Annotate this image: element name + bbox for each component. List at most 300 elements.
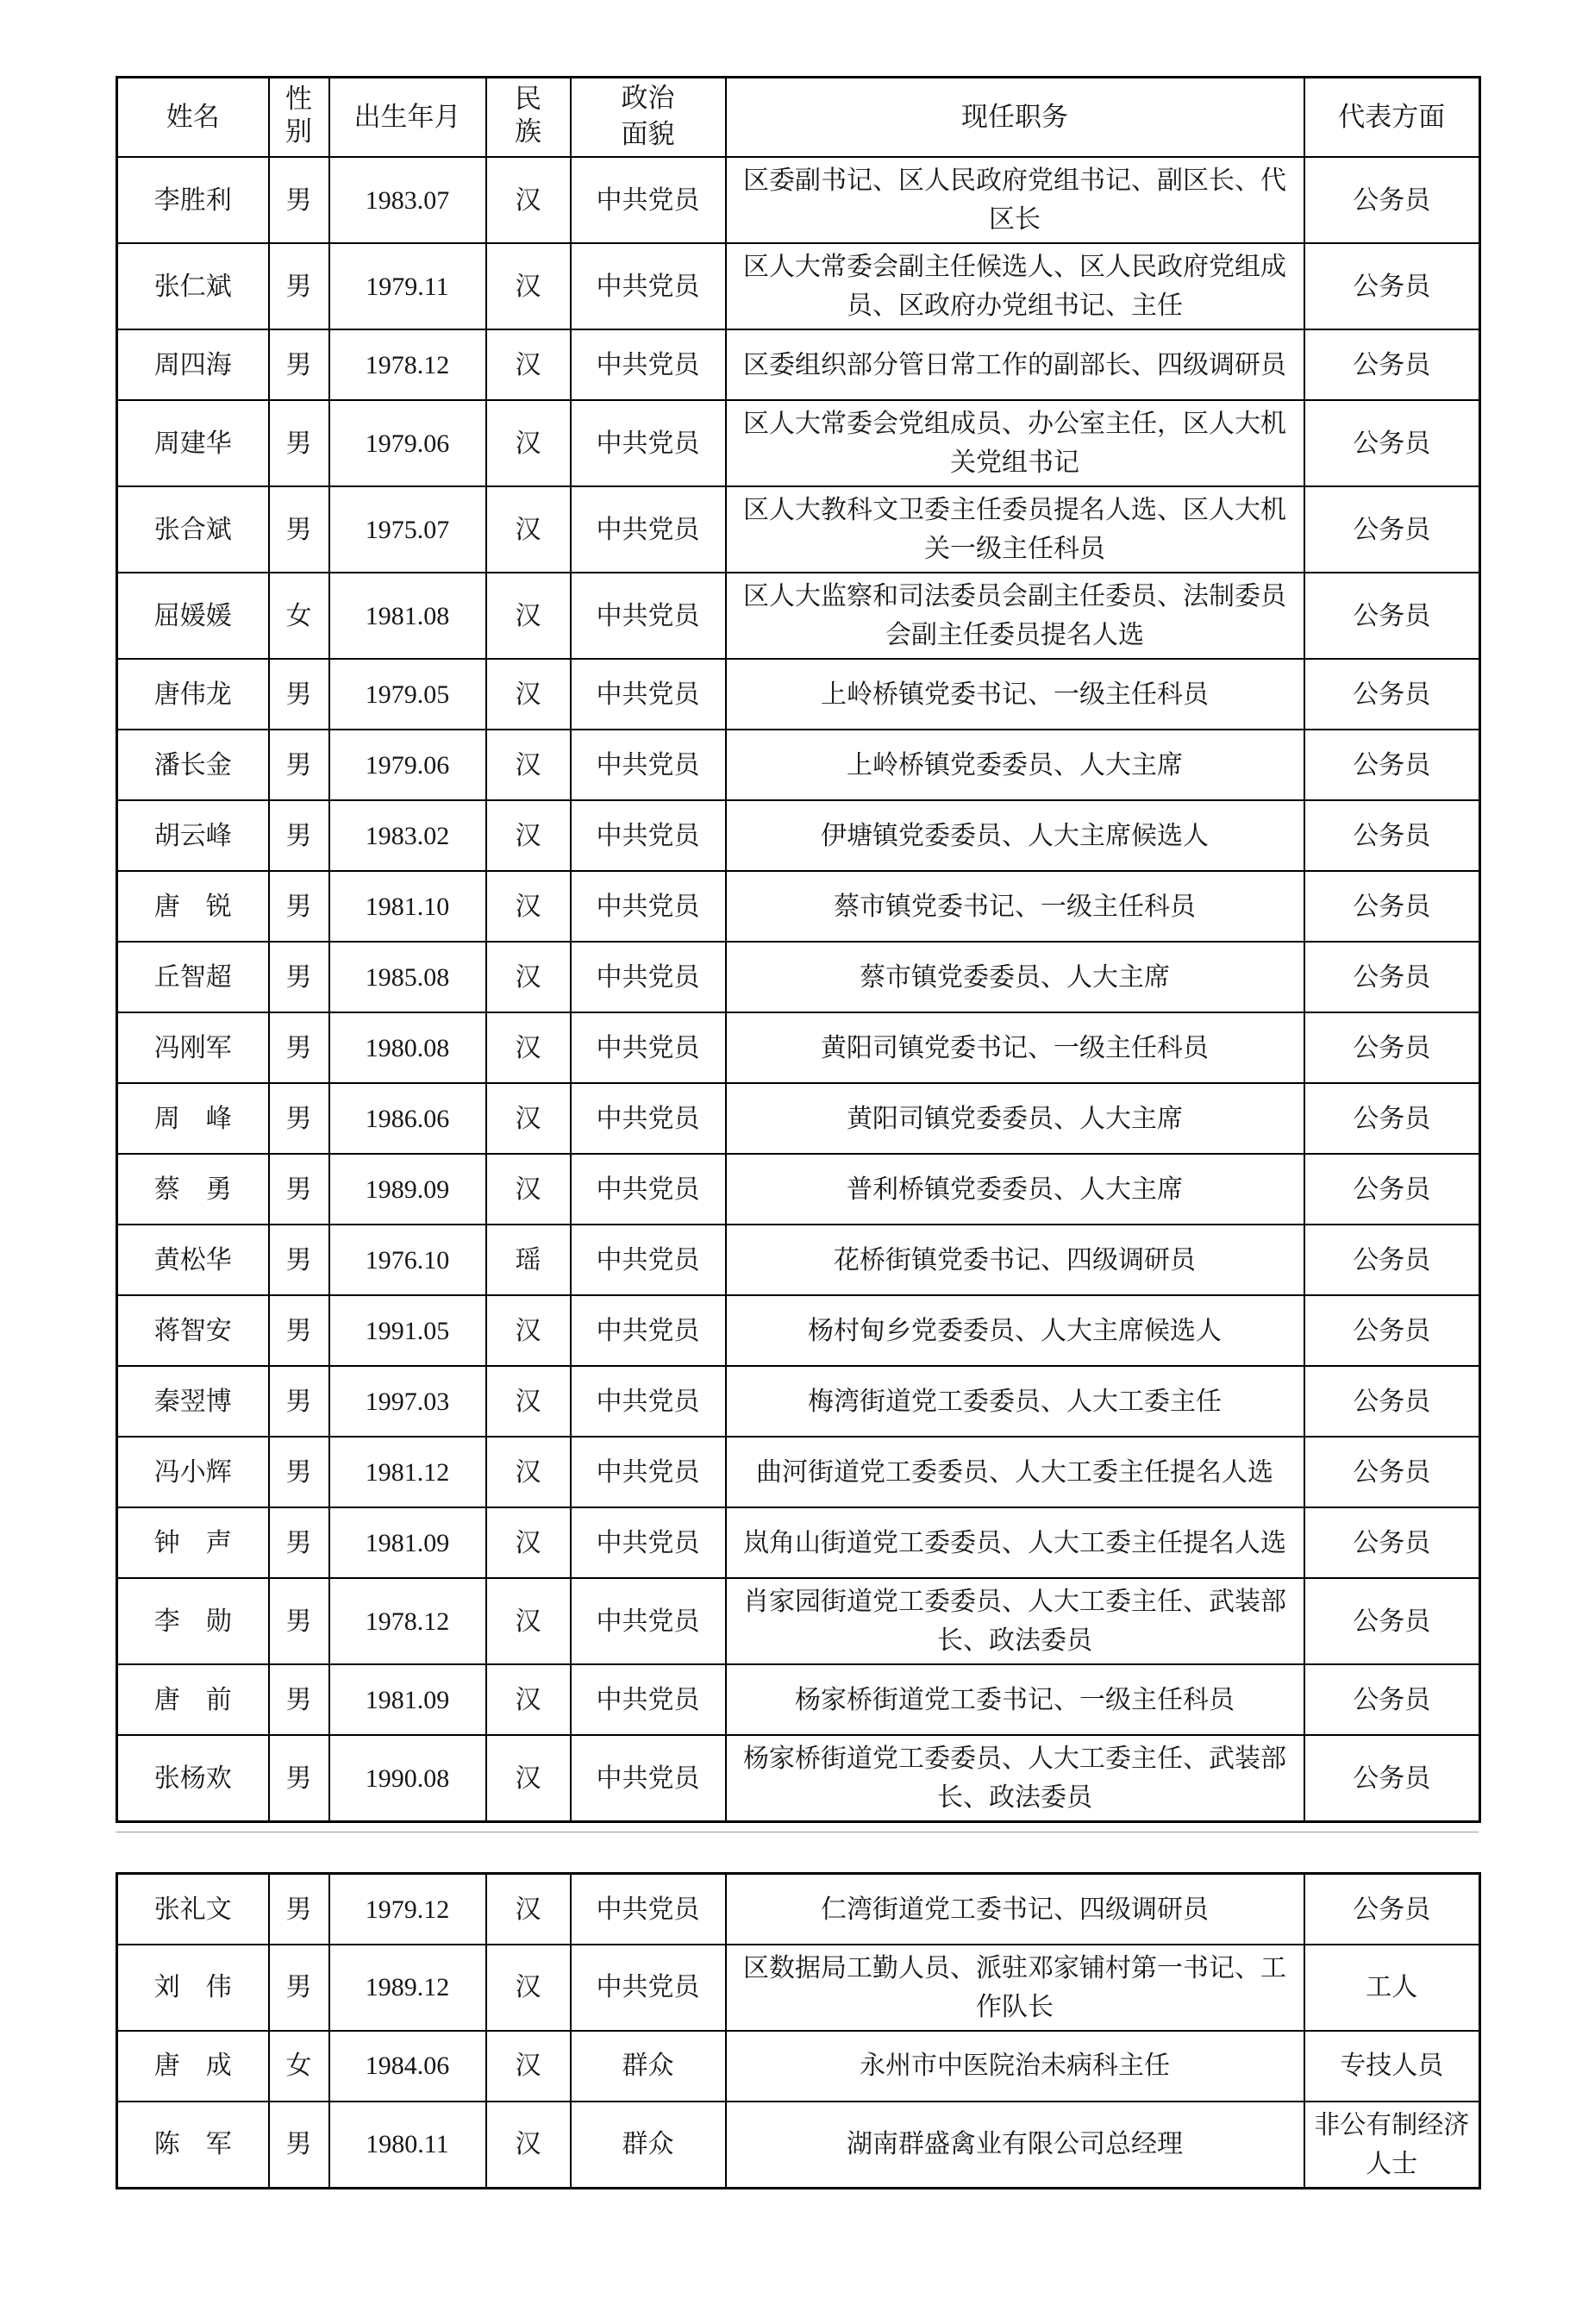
position-cell (726, 1225, 1304, 1295)
position-value: 岚角山街道党工委委员、人大工委主任提名人选 (743, 1528, 1286, 1557)
aspect-value: 公务员 (1353, 680, 1431, 709)
gender-value: 男 (285, 750, 312, 780)
position-value: 梅湾街道党工委委员、人大工委主任 (808, 1387, 1222, 1416)
birth-cell (329, 942, 486, 1012)
position-cell (726, 1295, 1304, 1366)
gender-value: 男 (285, 1104, 312, 1133)
position-cell (726, 2102, 1304, 2189)
table-row (117, 1578, 1480, 1664)
aspect-cell (1304, 243, 1480, 329)
birth-value: 1991.05 (365, 1316, 450, 1345)
birth-value: 1981.09 (365, 1685, 450, 1714)
name-cell (117, 243, 269, 329)
political-value: 中共党员 (596, 1607, 700, 1636)
aspect-value: 公务员 (1353, 1457, 1431, 1487)
ethnicity-cell (486, 486, 571, 573)
aspect-value: 非公有制经济人士 (1314, 2110, 1470, 2178)
name-value: 丘智超 (153, 962, 232, 992)
name-cell (117, 400, 269, 486)
name-value: 黄松华 (153, 1245, 232, 1275)
gender-value: 男 (285, 1607, 312, 1636)
aspect-cell (1304, 659, 1480, 730)
political-cell (571, 1578, 726, 1664)
name-value: 周四海 (153, 350, 232, 379)
name-value: 刘 伟 (153, 1973, 232, 2002)
political-value: 中共党员 (596, 1033, 700, 1062)
birth-value: 1979.06 (365, 750, 450, 780)
position-value: 上岭桥镇党委书记、一级主任科员 (821, 680, 1209, 709)
position-cell (726, 573, 1304, 659)
ethnicity-cell (486, 243, 571, 329)
aspect-cell (1304, 1083, 1480, 1154)
political-cell (571, 1012, 726, 1083)
birth-value: 1981.10 (365, 892, 450, 921)
birth-cell (329, 659, 486, 730)
gender-cell (269, 1083, 329, 1154)
political-value: 中共党员 (596, 1245, 700, 1275)
position-cell (726, 659, 1304, 730)
name-cell (117, 1295, 269, 1366)
name-value: 李 勋 (153, 1607, 232, 1636)
ethnicity-value: 汉 (515, 750, 541, 780)
aspect-cell (1304, 1664, 1480, 1735)
ethnicity-cell (486, 942, 571, 1012)
political-cell (571, 1664, 726, 1735)
political-cell (571, 573, 726, 659)
political-cell (571, 400, 726, 486)
gender-cell (269, 1366, 329, 1437)
aspect-cell (1304, 1295, 1480, 1366)
ethnicity-cell (486, 1366, 571, 1437)
name-value: 陈 军 (153, 2130, 232, 2159)
name-value: 唐 前 (153, 1685, 232, 1714)
birth-value: 1985.08 (365, 962, 450, 992)
aspect-value: 公务员 (1353, 962, 1431, 992)
name-cell (117, 1507, 269, 1578)
position-value: 黄阳司镇党委委员、人大主席 (847, 1104, 1183, 1133)
name-cell (117, 730, 269, 800)
table-row (117, 329, 1480, 400)
ethnicity-value: 汉 (515, 1104, 541, 1133)
aspect-value: 公务员 (1353, 1316, 1431, 1345)
position-cell (726, 486, 1304, 573)
birth-value: 1981.08 (365, 601, 450, 630)
aspect-value: 公务员 (1353, 821, 1431, 850)
aspect-value: 工人 (1366, 1973, 1418, 2002)
gender-value: 男 (285, 962, 312, 992)
gender-value: 女 (285, 2052, 312, 2081)
column-header-birth (329, 78, 486, 158)
aspect-value: 公务员 (1353, 515, 1431, 544)
gender-value: 男 (285, 680, 312, 709)
gender-cell (269, 1154, 329, 1225)
aspect-cell (1304, 1437, 1480, 1507)
political-cell (571, 871, 726, 942)
delegates-roster-table (116, 1872, 1481, 2189)
birth-value: 1976.10 (365, 1245, 450, 1275)
position-cell (726, 1437, 1304, 1507)
political-value: 中共党员 (596, 1895, 700, 1924)
aspect-cell (1304, 329, 1480, 400)
ethnicity-value: 汉 (515, 185, 541, 215)
table-row (117, 1295, 1480, 1366)
column-header-ethnicity (486, 78, 571, 158)
birth-cell (329, 1012, 486, 1083)
ethnicity-value: 汉 (515, 272, 541, 301)
birth-cell (329, 1295, 486, 1366)
ethnicity-cell (486, 1735, 571, 1822)
aspect-cell (1304, 1225, 1480, 1295)
position-value: 曲河街道党工委委员、人大工委主任提名人选 (756, 1457, 1273, 1487)
name-cell (117, 1437, 269, 1507)
birth-value: 1983.07 (365, 185, 450, 215)
gender-cell (269, 730, 329, 800)
column-header-label: 出生年月 (353, 101, 461, 132)
birth-cell (329, 1664, 486, 1735)
position-cell (726, 1083, 1304, 1154)
name-value: 唐伟龙 (153, 680, 232, 709)
gender-cell (269, 1012, 329, 1083)
position-cell (726, 400, 1304, 486)
gender-cell (269, 1225, 329, 1295)
birth-cell (329, 400, 486, 486)
ethnicity-value: 汉 (515, 1387, 541, 1416)
aspect-cell (1304, 871, 1480, 942)
birth-cell (329, 1945, 486, 2031)
position-cell (726, 1154, 1304, 1225)
name-value: 张合斌 (153, 515, 232, 544)
ethnicity-value: 汉 (515, 1528, 541, 1557)
table-row (117, 1225, 1480, 1295)
column-header-position (726, 78, 1304, 158)
ethnicity-cell (486, 573, 571, 659)
gender-cell (269, 2102, 329, 2189)
table-row (117, 1083, 1480, 1154)
political-value: 中共党员 (596, 1763, 700, 1793)
position-value: 蔡市镇党委书记、一级主任科员 (834, 892, 1196, 921)
political-cell (571, 1154, 726, 1225)
aspect-cell (1304, 1154, 1480, 1225)
ethnicity-value: 汉 (515, 2052, 541, 2081)
table-row (117, 573, 1480, 659)
gender-cell (269, 1295, 329, 1366)
table-row (117, 1874, 1480, 1945)
gender-value: 男 (285, 272, 312, 301)
gender-cell (269, 942, 329, 1012)
birth-cell (329, 1225, 486, 1295)
political-value: 中共党员 (596, 350, 700, 379)
ethnicity-cell (486, 329, 571, 400)
position-value: 永州市中医院治未病科主任 (860, 2052, 1170, 2081)
table-row (117, 2102, 1480, 2189)
political-value: 中共党员 (596, 821, 700, 850)
gender-value: 女 (285, 601, 312, 630)
political-cell (571, 730, 726, 800)
aspect-cell (1304, 486, 1480, 573)
column-header-label: 姓名 (166, 101, 220, 132)
gender-cell (269, 400, 329, 486)
birth-cell (329, 1578, 486, 1664)
name-cell (117, 1874, 269, 1945)
position-cell (726, 730, 1304, 800)
birth-cell (329, 573, 486, 659)
gender-value: 男 (285, 185, 312, 215)
gender-cell (269, 1664, 329, 1735)
position-value: 杨村甸乡党委委员、人大主席候选人 (808, 1316, 1222, 1345)
birth-cell (329, 2031, 486, 2102)
aspect-value: 公务员 (1353, 350, 1431, 379)
political-cell (571, 800, 726, 871)
birth-value: 1981.12 (365, 1457, 450, 1487)
ethnicity-value: 汉 (515, 1895, 541, 1924)
name-value: 张仁斌 (153, 272, 232, 301)
ethnicity-value: 汉 (515, 821, 541, 850)
aspect-cell (1304, 1735, 1480, 1822)
name-cell (117, 942, 269, 1012)
birth-cell (329, 871, 486, 942)
political-value: 中共党员 (596, 892, 700, 921)
aspect-cell (1304, 400, 1480, 486)
header-row (117, 78, 1480, 158)
table-row (117, 659, 1480, 730)
political-cell (571, 942, 726, 1012)
aspect-cell (1304, 942, 1480, 1012)
aspect-value: 公务员 (1353, 892, 1431, 921)
ethnicity-value: 汉 (515, 680, 541, 709)
aspect-value: 公务员 (1353, 1245, 1431, 1275)
birth-value: 1983.02 (365, 821, 450, 850)
table-row (117, 157, 1480, 243)
table-row (117, 1945, 1480, 2031)
political-value: 中共党员 (596, 1973, 700, 2002)
gender-cell (269, 1945, 329, 2031)
aspect-value: 公务员 (1353, 185, 1431, 215)
name-value: 周建华 (153, 429, 232, 458)
position-value: 普利桥镇党委委员、人大主席 (847, 1175, 1183, 1204)
gender-value: 男 (285, 1457, 312, 1487)
political-cell (571, 2102, 726, 2189)
column-header-label: 现任职务 (961, 101, 1068, 132)
aspect-cell (1304, 573, 1480, 659)
name-value: 冯小辉 (153, 1457, 232, 1487)
birth-cell (329, 1366, 486, 1437)
gender-value: 男 (285, 429, 312, 458)
position-value: 仁湾街道党工委书记、四级调研员 (821, 1895, 1209, 1924)
birth-value: 1986.06 (365, 1104, 450, 1133)
ethnicity-value: 汉 (515, 892, 541, 921)
position-value: 肖家园街道党工委委员、人大工委主任、武装部长、政法委员 (743, 1588, 1286, 1656)
gender-cell (269, 800, 329, 871)
name-cell (117, 1225, 269, 1295)
political-value: 中共党员 (596, 680, 700, 709)
position-value: 区人大常委会党组成员、办公室主任，区人大机关党组书记 (743, 410, 1286, 478)
name-cell (117, 800, 269, 871)
aspect-value: 公务员 (1353, 1104, 1431, 1133)
birth-cell (329, 157, 486, 243)
gender-value: 男 (285, 821, 312, 850)
birth-value: 1979.12 (365, 1895, 450, 1924)
column-header-label: 性别 (285, 84, 312, 147)
political-cell (571, 486, 726, 573)
ethnicity-cell (486, 871, 571, 942)
ethnicity-value: 汉 (515, 1685, 541, 1714)
political-cell (571, 2031, 726, 2102)
birth-cell (329, 1507, 486, 1578)
position-value: 上岭桥镇党委委员、人大主席 (847, 750, 1183, 780)
position-cell (726, 1735, 1304, 1822)
position-cell (726, 1945, 1304, 2031)
aspect-value: 公务员 (1353, 601, 1431, 630)
aspect-value: 公务员 (1353, 429, 1431, 458)
table-row (117, 730, 1480, 800)
political-value: 中共党员 (596, 1457, 700, 1487)
aspect-cell (1304, 1578, 1480, 1664)
birth-cell (329, 1083, 486, 1154)
gender-value: 男 (285, 1033, 312, 1062)
political-value: 群众 (622, 2052, 674, 2081)
political-cell (571, 157, 726, 243)
ethnicity-cell (486, 1012, 571, 1083)
political-value: 中共党员 (596, 185, 700, 215)
column-header-label: 代表方面 (1338, 101, 1446, 132)
table-row (117, 1437, 1480, 1507)
birth-cell (329, 1437, 486, 1507)
name-value: 张杨欢 (153, 1763, 232, 1793)
table-row (117, 1154, 1480, 1225)
table-row (117, 1366, 1480, 1437)
name-value: 唐 锐 (153, 892, 232, 921)
name-cell (117, 329, 269, 400)
political-value: 中共党员 (596, 750, 700, 780)
birth-cell (329, 2102, 486, 2189)
birth-value: 1989.12 (365, 1973, 450, 2002)
position-cell (726, 243, 1304, 329)
aspect-cell (1304, 2031, 1480, 2102)
name-value: 冯刚军 (153, 1033, 232, 1062)
name-cell (117, 871, 269, 942)
aspect-cell (1304, 1874, 1480, 1945)
gender-value: 男 (285, 1895, 312, 1924)
table-row (117, 1012, 1480, 1083)
name-value: 唐 成 (153, 2052, 232, 2081)
position-cell (726, 1664, 1304, 1735)
political-cell (571, 1225, 726, 1295)
aspect-value: 公务员 (1353, 750, 1431, 780)
aspect-value: 专技人员 (1340, 2052, 1444, 2081)
ethnicity-cell (486, 400, 571, 486)
political-cell (571, 1507, 726, 1578)
gender-value: 男 (285, 350, 312, 379)
position-value: 区人大教科文卫委主任委员提名人选、区人大机关一级主任科员 (743, 496, 1286, 564)
ethnicity-cell (486, 2102, 571, 2189)
position-cell (726, 2031, 1304, 2102)
gender-cell (269, 1735, 329, 1822)
birth-value: 1997.03 (365, 1387, 450, 1416)
birth-cell (329, 243, 486, 329)
birth-value: 1979.11 (366, 272, 449, 301)
ethnicity-value: 汉 (515, 1033, 541, 1062)
ethnicity-cell (486, 730, 571, 800)
birth-cell (329, 1874, 486, 1945)
name-cell (117, 2031, 269, 2102)
name-value: 蔡 勇 (153, 1175, 232, 1204)
birth-value: 1975.07 (365, 515, 450, 544)
ethnicity-value: 汉 (515, 1607, 541, 1636)
position-value: 湖南群盛禽业有限公司总经理 (847, 2130, 1183, 2159)
birth-cell (329, 486, 486, 573)
gender-value: 男 (285, 1316, 312, 1345)
political-value: 中共党员 (596, 1387, 700, 1416)
gender-cell (269, 157, 329, 243)
position-value: 伊塘镇党委委员、人大主席候选人 (821, 821, 1209, 850)
column-header-aspect (1304, 78, 1480, 158)
aspect-value: 公务员 (1353, 1763, 1431, 1793)
gender-cell (269, 1437, 329, 1507)
gender-cell (269, 243, 329, 329)
aspect-cell (1304, 157, 1480, 243)
aspect-value: 公务员 (1353, 272, 1431, 301)
ethnicity-value: 汉 (515, 1763, 541, 1793)
gender-cell (269, 659, 329, 730)
position-cell (726, 157, 1304, 243)
ethnicity-value: 汉 (515, 1973, 541, 2002)
table-row (117, 1735, 1480, 1822)
position-value: 黄阳司镇党委书记、一级主任科员 (821, 1033, 1209, 1062)
political-value: 中共党员 (596, 1528, 700, 1557)
birth-value: 1979.05 (365, 680, 450, 709)
ethnicity-cell (486, 1437, 571, 1507)
column-header-gender (269, 78, 329, 158)
birth-value: 1990.08 (365, 1763, 450, 1793)
name-cell (117, 1012, 269, 1083)
birth-cell (329, 329, 486, 400)
birth-value: 1980.11 (366, 2130, 449, 2159)
aspect-value: 公务员 (1353, 1528, 1431, 1557)
gender-cell (269, 1507, 329, 1578)
political-value: 中共党员 (596, 429, 700, 458)
birth-cell (329, 1735, 486, 1822)
birth-value: 1978.12 (365, 350, 450, 379)
position-cell (726, 1874, 1304, 1945)
name-value: 李胜利 (153, 185, 232, 215)
aspect-cell (1304, 1507, 1480, 1578)
name-cell (117, 1083, 269, 1154)
position-cell (726, 1578, 1304, 1664)
name-cell (117, 1664, 269, 1735)
political-value: 中共党员 (596, 1104, 700, 1133)
table-row (117, 871, 1480, 942)
table-row (117, 1507, 1480, 1578)
position-value: 区委副书记、区人民政府党组书记、副区长、代区长 (743, 166, 1286, 235)
ethnicity-cell (486, 1154, 571, 1225)
birth-value: 1984.06 (365, 2052, 450, 2081)
birth-value: 1989.09 (365, 1175, 450, 1204)
name-value: 张礼文 (153, 1895, 232, 1924)
roster-table-continued (116, 1872, 1582, 2189)
name-value: 潘长金 (153, 750, 232, 780)
name-value: 蒋智安 (153, 1316, 232, 1345)
name-cell (117, 1366, 269, 1437)
birth-cell (329, 1154, 486, 1225)
position-value: 区人大监察和司法委员会副主任委员、法制委员会副主任委员提名人选 (743, 582, 1286, 650)
position-cell (726, 329, 1304, 400)
ethnicity-cell (486, 1578, 571, 1664)
aspect-value: 公务员 (1353, 1175, 1431, 1204)
position-value: 区数据局工勤人员、派驻邓家铺村第一书记、工作队长 (743, 1953, 1286, 2021)
aspect-cell (1304, 2102, 1480, 2189)
political-value: 中共党员 (596, 1685, 700, 1714)
table-row (117, 1664, 1480, 1735)
